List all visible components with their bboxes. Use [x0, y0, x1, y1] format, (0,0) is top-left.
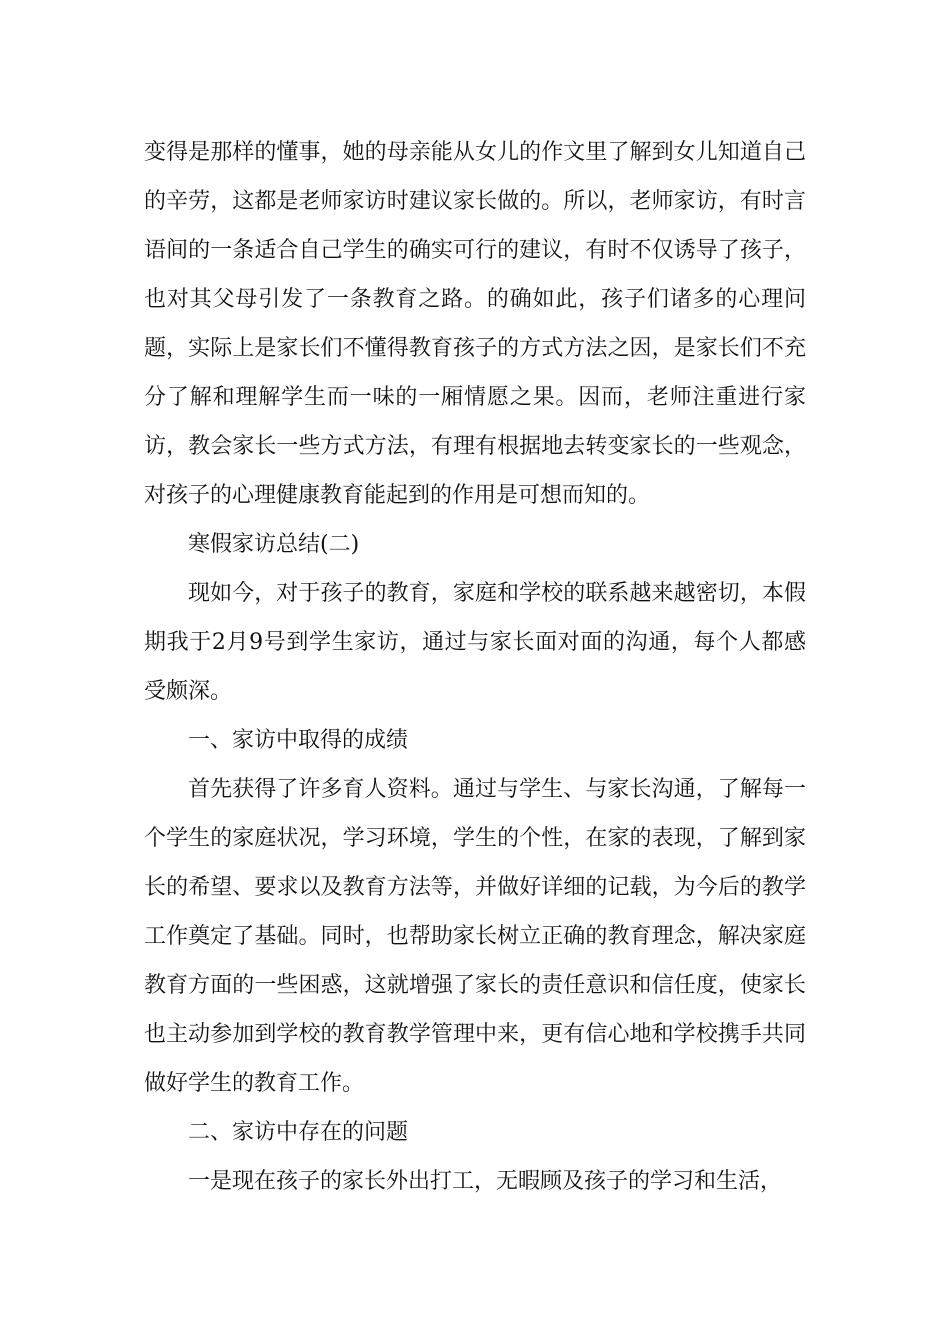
paragraph-intro: 现如今，对于孩子的教育，家庭和学校的联系越来越密切，本假期我于2月9号到学生家访，通过与家长面对面的沟通，每个人都感受颇深。 [144, 581, 806, 704]
heading-achievements: 一、家访中取得的成绩 [188, 728, 409, 753]
paragraph-achievements: 首先获得了许多育人资料。通过与学生、与家长沟通，了解每一个学生的家庭状况，学习环境，学生的个性，在家的表现，了解到家长的希望、要求以及教育方法等，并做好详细的记载，为今后的教学工作奠定了基础。同时，也帮助家长树立正确的教育理念，解决家庭教育方面的一些困惑，这就增强了家长的责任意识和信任度，使家长也主动参加到学校的教育教学管理中来，更有信心地和学校携手共同做好学生的教育工作。 [144, 777, 806, 1096]
document-body [144, 128, 806, 1206]
heading-problems: 二、家访中存在的问题 [188, 1120, 409, 1145]
paragraph-continuation: 变得是那样的懂事，她的母亲能从女儿的作文里了解到女儿知道自己的辛劳，这都是老师家访时建议家长做的。所以，老师家访，有时言语间的一条适合自己学生的确实可行的建议，有时不仅诱导了孩子，也对其父母引发了一条教育之路。的确如此，孩子们诸多的心理问题，实际上是家长们不懂得教育孩子的方式方法之因，是家长们不充分了解和理解学生而一味的一厢情愿之果。因而，老师注重进行家访，教会家长一些方式方法，有理有根据地去转变家长的一些观念，对孩子的心理健康教育能起到的作用是可想而知的。 [144, 140, 806, 508]
section-title: 寒假家访总结(二) [188, 532, 360, 557]
paragraph-problems: 一是现在孩子的家长外出打工，无暇顾及孩子的学习和生活， [188, 1169, 783, 1194]
